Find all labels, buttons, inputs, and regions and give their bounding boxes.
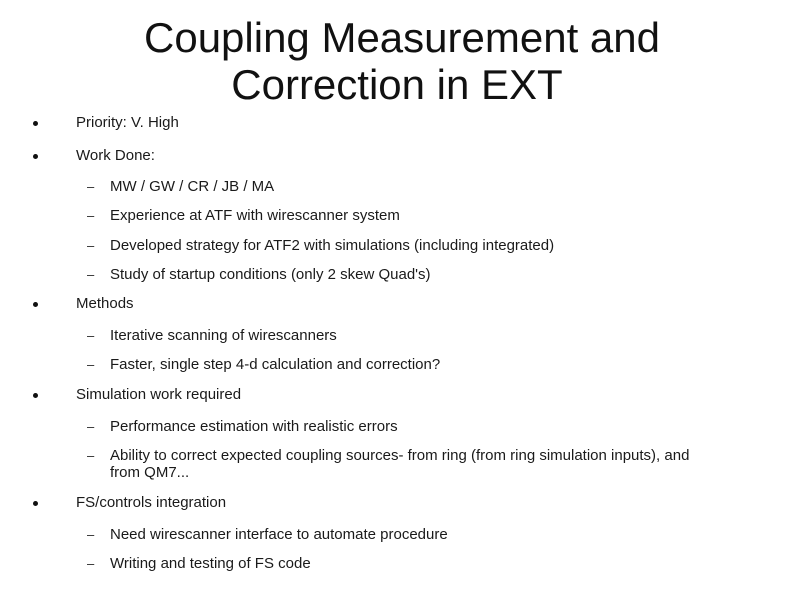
method-item: Iterative scanning of wirescanners xyxy=(110,327,337,344)
dash-icon: – xyxy=(87,357,95,372)
work-item: Study of startup conditions (only 2 skew Quad's) xyxy=(110,266,431,283)
dash-icon: – xyxy=(87,208,95,223)
dash-icon: – xyxy=(87,556,95,571)
fs-item: Need wirescanner interface to automate procedure xyxy=(110,526,448,543)
bullet-dot-fs xyxy=(33,501,38,506)
bullet-dot-simulation xyxy=(33,393,38,398)
bullet-dot-work-done xyxy=(33,154,38,159)
work-done-heading: Work Done: xyxy=(76,147,155,164)
dash-icon: – xyxy=(87,527,95,542)
work-item: Developed strategy for ATF2 with simulations (including integrated) xyxy=(110,237,555,254)
dash-icon: – xyxy=(87,179,95,194)
simulation-item-continued: from QM7... xyxy=(110,464,190,481)
fs-item: Writing and testing of FS code xyxy=(110,555,311,572)
work-item: Experience at ATF with wirescanner system xyxy=(110,207,400,224)
work-item: MW / GW / CR / JB / MA xyxy=(110,178,275,195)
dash-icon: – xyxy=(87,419,95,434)
methods-heading: Methods xyxy=(76,295,134,312)
method-item: Faster, single step 4-d calculation and correction? xyxy=(110,356,441,373)
fs-heading: FS/controls integration xyxy=(76,494,227,511)
dash-icon: – xyxy=(87,267,95,282)
dash-icon: – xyxy=(87,238,95,253)
title-line-2: Correction in EXT xyxy=(231,61,563,108)
bullet-dot-priority xyxy=(33,121,38,126)
simulation-heading: Simulation work required xyxy=(76,386,242,403)
simulation-item: Ability to correct expected coupling sources- from ring (from ring simulation inputs), and xyxy=(110,447,690,464)
dash-icon: – xyxy=(87,328,95,343)
priority-text: Priority: V. High xyxy=(76,114,179,131)
slide-title xyxy=(0,14,794,108)
bullet-dot-methods xyxy=(33,302,38,307)
title-line-1: Coupling Measurement and xyxy=(144,14,660,61)
simulation-item: Performance estimation with realistic errors xyxy=(110,418,398,435)
dash-icon: – xyxy=(87,448,95,463)
